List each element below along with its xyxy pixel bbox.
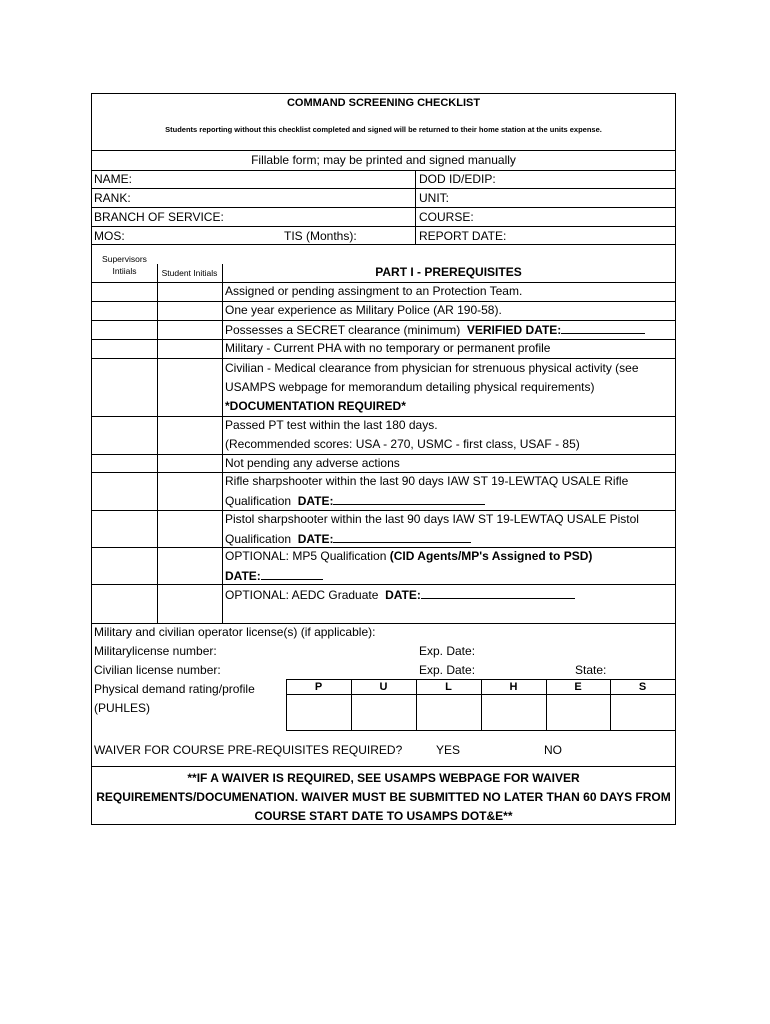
row-divider bbox=[92, 301, 675, 302]
puhles-l: L bbox=[445, 681, 452, 693]
rank-field[interactable]: RANK: bbox=[94, 191, 131, 205]
puhles-p-input[interactable] bbox=[287, 695, 351, 730]
state-field[interactable]: State: bbox=[575, 663, 607, 677]
prereq-mp5 bbox=[225, 549, 592, 564]
civilian-exp-date-field[interactable]: Exp. Date: bbox=[419, 663, 476, 677]
military-exp-date-field[interactable]: Exp. Date: bbox=[419, 644, 476, 658]
puhles-u-input[interactable] bbox=[352, 695, 416, 730]
part-title: PART I - PREREQUISITES bbox=[375, 265, 522, 279]
form-subtitle: Students reporting without this checklist completed and signed will be returned to their home station at the units expense. bbox=[165, 125, 602, 134]
row-divider bbox=[92, 416, 675, 417]
prereq-rifle: Rifle sharpshooter within the last 90 days IAW ST 19-LEWTAQ USALE Rifle bbox=[225, 474, 629, 488]
supervisor-initials-header: Supervisors bbox=[102, 254, 147, 264]
puhles-s-input[interactable] bbox=[611, 695, 674, 730]
row-divider bbox=[92, 282, 675, 283]
civilian-license-field[interactable]: Civilian license number: bbox=[94, 663, 221, 677]
divider bbox=[92, 170, 675, 171]
prereq-mp5-date bbox=[225, 568, 323, 584]
row-divider bbox=[92, 510, 675, 511]
puhles-p: P bbox=[314, 681, 323, 693]
aedc-date-blank[interactable] bbox=[421, 587, 575, 599]
prereq-pistol-qualification bbox=[225, 531, 471, 547]
prereq-pt-test: Passed PT test within the last 180 days. bbox=[225, 418, 438, 432]
branch-field[interactable]: BRANCH OF SERVICE: bbox=[94, 210, 224, 224]
prereq-secret-clearance bbox=[225, 322, 645, 338]
supervisor-initials-header-line2: Intiials bbox=[112, 266, 137, 276]
divider bbox=[222, 264, 223, 623]
row-divider bbox=[92, 547, 675, 548]
puhles-e: E bbox=[574, 681, 582, 693]
row-divider bbox=[92, 454, 675, 455]
rifle-qualification-text: Qualification bbox=[225, 494, 298, 508]
mp5-date-label: DATE: bbox=[225, 569, 261, 583]
aedc-text: OPTIONAL: AEDC Graduate bbox=[225, 588, 386, 602]
puhles-h: H bbox=[509, 681, 518, 693]
aedc-date-label: DATE: bbox=[385, 588, 421, 602]
mp5-text: OPTIONAL: MP5 Qualification bbox=[225, 549, 390, 563]
divider bbox=[92, 244, 675, 245]
prereq-civilian-medical-line2: USAMPS webpage for memorandum detailing physical requirements) bbox=[225, 380, 595, 394]
prereq-pt-scores: (Recommended scores: USA - 270, USMC - first class, USAF - 85) bbox=[225, 437, 580, 451]
waiver-note-line1: **IF A WAIVER IS REQUIRED, SEE USAMPS WEBPAGE FOR WAIVER bbox=[187, 771, 580, 785]
puhles-grid bbox=[286, 679, 675, 731]
divider bbox=[415, 170, 416, 244]
rifle-date-label: DATE: bbox=[297, 494, 334, 508]
puhles-h-input[interactable] bbox=[482, 695, 546, 730]
military-license-field[interactable]: Militarylicense number: bbox=[94, 644, 217, 658]
verified-date-blank[interactable] bbox=[561, 322, 645, 334]
student-initials-header: Student Initials bbox=[161, 268, 218, 278]
prereq-rifle-qualification bbox=[225, 493, 485, 509]
row-divider bbox=[92, 472, 675, 473]
verified-date-label: VERIFIED DATE: bbox=[466, 323, 562, 337]
divider bbox=[92, 766, 675, 767]
puhles-l-input[interactable] bbox=[417, 695, 481, 730]
command-screening-form bbox=[91, 93, 676, 825]
divider bbox=[157, 264, 158, 623]
prereq-protection-team: Assigned or pending assingment to an Protection Team. bbox=[225, 284, 523, 298]
prereq-aedc bbox=[225, 587, 575, 603]
waiver-yes[interactable]: YES bbox=[436, 743, 461, 757]
row-divider bbox=[92, 358, 675, 359]
dod-id-field[interactable]: DOD ID/EDIP: bbox=[419, 172, 496, 186]
license-heading: Military and civilian operator license(s) (if applicable): bbox=[94, 625, 376, 639]
divider bbox=[92, 150, 675, 151]
rifle-date-blank[interactable] bbox=[333, 493, 485, 505]
prereq-civilian-medical: Civilian - Medical clearance from physician for strenuous physical activity (see bbox=[225, 361, 639, 375]
mp5-date-blank[interactable] bbox=[261, 568, 323, 580]
puhles-e-input[interactable] bbox=[547, 695, 610, 730]
puhles-label-line2: (PUHLES) bbox=[94, 701, 151, 715]
prereq-mp-experience: One year experience as Military Police (AR 190-58). bbox=[225, 303, 502, 317]
course-field[interactable]: COURSE: bbox=[419, 210, 474, 224]
divider bbox=[92, 188, 675, 189]
divider bbox=[92, 226, 675, 227]
row-divider bbox=[92, 339, 675, 340]
waiver-question: WAIVER FOR COURSE PRE-REQUISITES REQUIRED? bbox=[94, 743, 403, 757]
prereq-military-pha: Military - Current PHA with no temporary or permanent profile bbox=[225, 341, 551, 355]
waiver-note-line3: COURSE START DATE TO USAMPS DOT&E** bbox=[254, 809, 513, 823]
puhles-s: S bbox=[638, 681, 647, 693]
waiver-no[interactable]: NO bbox=[544, 743, 562, 757]
name-field[interactable]: NAME: bbox=[94, 172, 133, 186]
row-divider bbox=[92, 320, 675, 321]
documentation-required: *DOCUMENTATION REQUIRED* bbox=[225, 399, 406, 413]
waiver-note-line2: REQUIREMENTS/DOCUMENATION. WAIVER MUST BE SUBMITTED NO LATER THAN 60 DAYS FROM bbox=[96, 790, 671, 804]
row-divider bbox=[92, 584, 675, 585]
prereq-secret-clearance-text: Possesses a SECRET clearance (minimum) bbox=[225, 323, 467, 337]
row-divider bbox=[92, 623, 675, 624]
mos-field[interactable]: MOS: bbox=[94, 229, 125, 243]
mp5-note: (CID Agents/MP's Assigned to PSD) bbox=[389, 549, 593, 563]
tis-field[interactable]: TIS (Months): bbox=[284, 229, 357, 243]
divider bbox=[92, 207, 675, 208]
fillable-note: Fillable form; may be printed and signed manually bbox=[251, 153, 516, 167]
pistol-date-blank[interactable] bbox=[333, 531, 471, 543]
unit-field[interactable]: UNIT: bbox=[419, 191, 449, 205]
prereq-pistol: Pistol sharpshooter within the last 90 days IAW ST 19-LEWTAQ USALE Pistol bbox=[225, 512, 639, 526]
pistol-date-label: DATE: bbox=[297, 532, 334, 546]
report-date-field[interactable]: REPORT DATE: bbox=[419, 229, 507, 243]
puhles-u: U bbox=[379, 681, 388, 693]
prereq-adverse-actions: Not pending any adverse actions bbox=[225, 456, 400, 470]
puhles-label: Physical demand rating/profile bbox=[94, 682, 255, 696]
form-title: COMMAND SCREENING CHECKLIST bbox=[286, 97, 481, 109]
pistol-qualification-text: Qualification bbox=[225, 532, 298, 546]
